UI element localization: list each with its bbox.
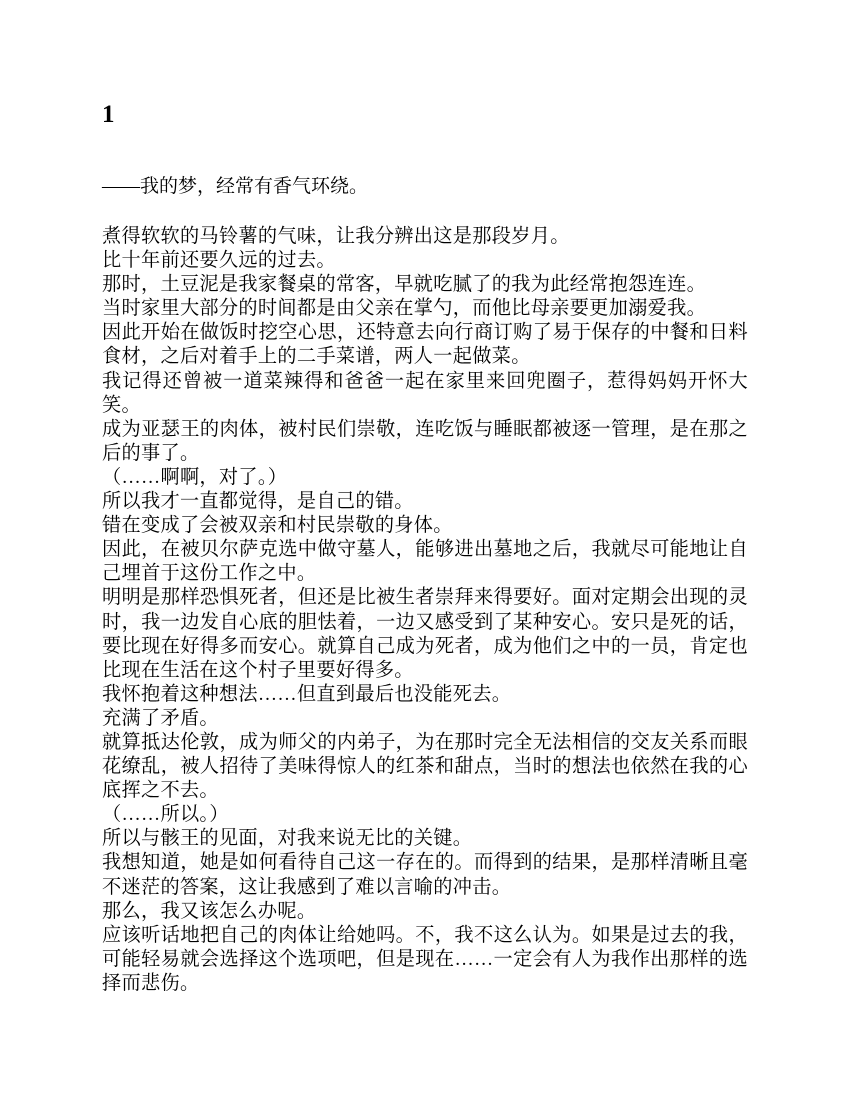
paragraph: 因此，在被贝尔萨克选中做守墓人，能够进出墓地之后，我就尽可能地让自己埋首于这份工作之中。 xyxy=(102,539,748,585)
epigraph: ——我的梦，经常有香气环绕。 xyxy=(102,176,369,197)
paragraph: 比十年前还要久远的过去。 xyxy=(102,250,336,272)
paragraph: 当时家里大部分的时间都是由父亲在掌勺，而他比母亲要更加溺爱我。 xyxy=(102,298,707,320)
paragraph: 成为亚瑟王的肉体，被村民们崇敬，连吃饭与睡眠都被逐一管理，是在那之后的事了。 xyxy=(102,418,748,464)
paragraph: 那时，土豆泥是我家餐桌的常客，早就吃腻了的我为此经常抱怨连连。 xyxy=(102,274,707,296)
paragraph: 我记得还曾被一道菜辣得和爸爸一起在家里来回兜圈子，惹得妈妈开怀大笑。 xyxy=(102,370,748,416)
body-text xyxy=(102,225,748,996)
paragraph: 因此开始在做饭时挖空心思，还特意去向行商订购了易于保存的中餐和日料食材，之后对着手上的二手菜谱，两人一起做菜。 xyxy=(102,322,748,368)
paragraph: 应该听话地把自己的肉体让给她吗。不，我不这么认为。如果是过去的我，可能轻易就会选择这个选项吧，但是现在……一定会有人为我作出那样的选择而悲伤。 xyxy=(102,924,748,994)
paragraph: 煮得软软的马铃薯的气味，让我分辨出这是那段岁月。 xyxy=(102,226,570,247)
paragraph: （……啊啊，对了。） xyxy=(102,466,288,488)
paragraph: 我想知道，她是如何看待自己这一存在的。而得到的结果，是那样清晰且毫不迷茫的答案，这让我感到了难以言喻的冲击。 xyxy=(102,852,748,898)
paragraph: 就算抵达伦敦，成为师父的内弟子，为在那时完全无法相信的交友关系而眼花缭乱，被人招待了美味得惊人的红茶和甜点，当时的想法也依然在我的心底挥之不去。 xyxy=(102,731,748,802)
paragraph: 所以我才一直都觉得，是自己的错。 xyxy=(102,491,414,513)
paragraph: 充满了矛盾。 xyxy=(102,707,219,729)
paragraph: 错在变成了会被双亲和村民崇敬的身体。 xyxy=(102,515,453,537)
paragraph: 明明是那样恐惧死者，但还是比被生者崇拜来得要好。面对定期会出现的灵时，我一边发自心底的胆怯着，一边又感受到了某种安心。安只是死的话，要比现在好得多而安心。就算自己成为死者，成为他们之中的一员，肯定也比现在生活在这个村子里要好得多。 xyxy=(102,587,748,681)
paragraph: 所以与骸王的见面，对我来说无比的关键。 xyxy=(102,828,473,850)
chapter-number: 1 xyxy=(102,101,115,128)
paragraph: （……所以。） xyxy=(102,804,229,826)
paragraph: 那么，我又该怎么办呢。 xyxy=(102,900,317,922)
paragraph: 我怀抱着这种想法……但直到最后也没能死去。 xyxy=(102,683,512,705)
